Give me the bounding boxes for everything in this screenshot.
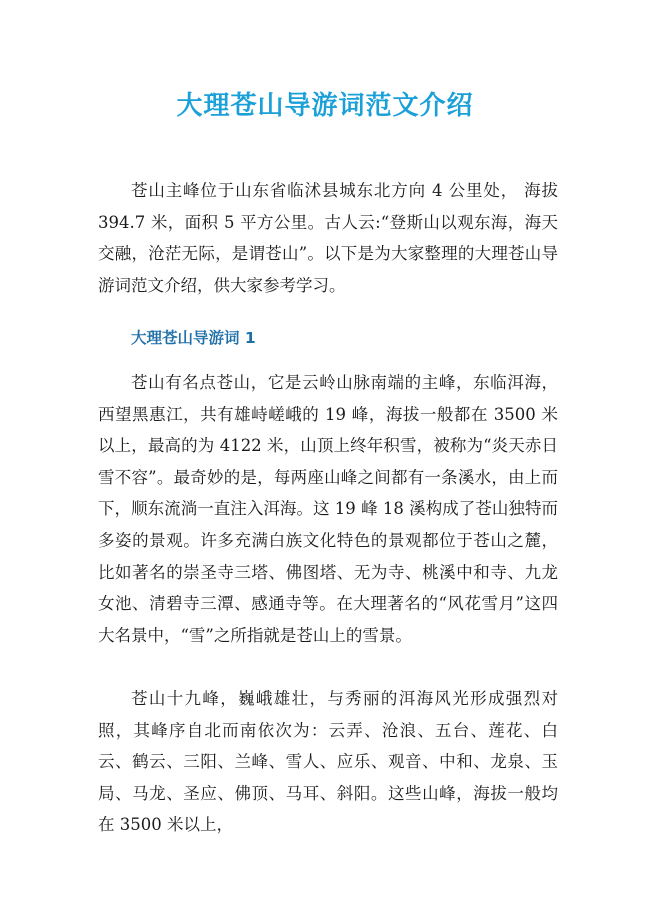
body-paragraph-1: 苍山有名点苍山，它是云岭山脉南端的主峰，东临洱海，西望黑惠江，共有雄峙嵯峨的 19 峰，海拔一般都在 3500 米以上，最高的为 4122 米，山顶上终年积雪，被称为“炎天赤日雪不容”。最奇妙的是，每两座山峰之间都有一条溪水，由上而下，顺东流淌一直注入洱海。这 19 峰 18 溪构成了苍山独特而多姿的景观。许多充满白族文化特色的景观都位于苍山之麓，比如著名的崇圣寺三塔、佛图塔、无为寺、桃溪中和寺、九龙女池、清碧寺三潭、感通寺等。在大理著名的“风花雪月”这四大名景中，“雪”之所指就是苍山上的雪景。 <box>98 373 558 645</box>
section-heading: 大理苍山导游词 1 <box>131 329 256 347</box>
body-paragraph-2: 苍山十九峰，巍峨雄壮，与秀丽的洱海风光形成强烈对照，其峰序自北而南依次为：云弄、沧浪、五台、莲花、白云、鹤云、三阳、兰峰、雪人、应乐、观音、中和、龙泉、玉局、马龙、圣应、佛顶、马耳、斜阳。这些山峰，海拔一般均在 3500 米以上， <box>98 689 558 835</box>
intro-paragraph: 苍山主峰位于山东省临沭县城东北方向 4 公里处， 海拔 394.7 米，面积 5 平方公里。古人云:“登斯山以观东海，海天交融，沧茫无际，是谓苍山”。以下是为大家整理的大理苍山导游词范文介绍，供大家参考学习。 <box>98 181 558 295</box>
document-title: 大理苍山导游词范文介绍 <box>176 91 474 121</box>
